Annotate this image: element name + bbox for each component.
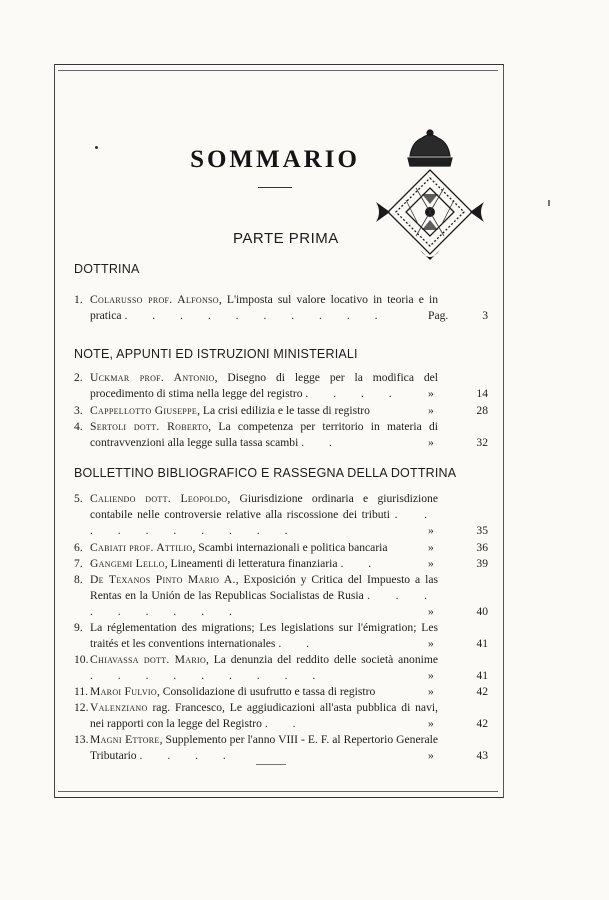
entry-number: 4.: [74, 420, 83, 433]
page-number: 14: [476, 387, 488, 400]
page-label: »: [428, 637, 434, 650]
page-number: 36: [476, 541, 488, 554]
toc-entry: [74, 540, 488, 556]
entry-author: Caliendo dott. Leopoldo: [90, 492, 228, 505]
entry-title: , La denunzia del reddito delle società anonime: [206, 653, 439, 666]
entry-number: 7.: [74, 557, 83, 570]
entry-author: Maroi Fulvio: [90, 685, 157, 698]
entry-number: 11.: [74, 685, 89, 698]
entry-title: , Disegno di legge per la modifica del procedimento di stima nella legge del registro: [90, 371, 439, 400]
toc-entry: 4. Sertoli dott. Roberto, La competenza per territorio in materia di contravvenzioni alla legge sulla tassa scambi . . » 32: [74, 420, 488, 449]
toc-entry: 1. Colarusso prof. Alfonso, L'imposta sul valore locativo in teoria e in pratica . . . . . . . . . . Pag. 3: [74, 293, 488, 322]
page-label: »: [428, 436, 434, 449]
entry-number: 12.: [74, 701, 89, 714]
page-label: »: [428, 557, 434, 570]
entry-title: , Giurisdizione ordinaria e giurisdizione contabile nelle controversie relative alla riscossione dei tributi: [90, 492, 438, 521]
part-title: PARTE PRIMA: [233, 230, 339, 247]
entry-number: 3.: [74, 404, 83, 417]
page-number: 42: [476, 717, 488, 730]
entry-number: 5.: [74, 492, 83, 505]
entry-title: La réglementation des migrations; Les legislations sur l'émigration; Les traités et les conventions internationales: [90, 621, 438, 650]
toc-entry: 7. Gangemi Lello, Lineamenti di letteratura finanziaria . . » 39: [74, 557, 488, 570]
page-label: »: [428, 524, 434, 537]
page-number: 28: [476, 404, 488, 417]
entry-author: Gangemi Lello: [90, 557, 165, 570]
entry-title: , Scambi internazionali e politica bancaria: [192, 541, 388, 554]
toc-entry: 5. Caliendo dott. Leopoldo, Giurisdizione ordinaria e giurisdizione contabile nelle controversie relative alla riscossione dei tributi . . . . . . . . . . » 35: [74, 492, 488, 537]
entry-number: 2.: [74, 371, 83, 384]
page-number: 32: [476, 436, 488, 449]
ink-speck: [548, 200, 550, 206]
page-number: 41: [476, 637, 488, 650]
section-heading: DOTTRINA: [74, 262, 140, 276]
toc-entry: 8. De Texanos Pinto Mario A., Exposición y Critica del Impuesto a las Rentas en la Unión de las Republicas Socialistas de Rusia . . . . . . . . . » 40: [74, 573, 488, 618]
page-label: »: [428, 605, 434, 618]
toc-entry: [74, 684, 488, 700]
page-number: 35: [476, 524, 488, 537]
page-number: 39: [476, 557, 488, 570]
entry-author: Cabiati prof. Attilio: [90, 541, 193, 554]
page-number: 40: [476, 605, 488, 618]
toc-entry: 12. Valenziano rag. Francesco, Le aggiudicazioni all'asta pubblica di navi, nei rapporti con la legge del Registro . . » 42: [74, 701, 488, 730]
page-title: SOMMARIO: [190, 146, 360, 173]
entry-number: 1.: [74, 293, 83, 306]
entry-title: , Consolidazione di usufrutto e tassa di registro: [156, 685, 376, 698]
entry-author: Magni Ettore: [90, 733, 160, 746]
page-label: »: [428, 669, 434, 682]
entry-author: Sertoli dott. Roberto: [90, 420, 209, 433]
toc-entry: 13. Magni Ettore, Supplemento per l'anno VIII - E. F. al Repertorio Generale Tributario . . . . » 43: [74, 733, 488, 762]
page-label: Pag.: [428, 309, 449, 322]
entry-title: , L'imposta sul valore locativo in teoria e in pratica: [90, 293, 438, 322]
page-number: 43: [476, 749, 488, 762]
entry-title: , La competenza per territorio in materia di contravvenzioni alla legge sulla tassa scambi: [90, 420, 438, 449]
entry-number: 8.: [74, 573, 83, 586]
entry-author: Chiavassa dott. Mario: [90, 653, 207, 666]
title-rule: [258, 187, 292, 188]
toc-entry: 2. Uckmar prof. Antonio, Disegno di legge per la modifica del procedimento di stima nella legge del registro . . . . » 14: [74, 371, 488, 400]
page-number: 42: [476, 685, 488, 698]
entry-author: Cappellotto Giuseppe: [90, 404, 198, 417]
entry-title: , Lineamenti di letteratura finanziaria: [164, 557, 338, 570]
entry-number: 10.: [74, 653, 89, 666]
page-label: »: [428, 685, 434, 698]
page-label: »: [428, 541, 434, 554]
entry-author: Colarusso prof. Alfonso: [90, 293, 219, 306]
page-label: »: [428, 387, 434, 400]
entry-title: rag. Francesco, Le aggiudicazioni all'asta pubblica di navi, nei rapporti con la legge del Registro: [90, 701, 438, 730]
toc-entry: [74, 403, 488, 419]
page-label: »: [428, 749, 434, 762]
entry-number: 13.: [74, 733, 89, 746]
page-number: 41: [476, 669, 488, 682]
section-heading: BOLLETTINO BIBLIOGRAFICO E RASSEGNA DELLA DOTTRINA: [74, 466, 457, 480]
page-label: »: [428, 717, 434, 730]
entry-number: 6.: [74, 541, 83, 554]
entry-author: Uckmar prof. Antonio: [90, 371, 215, 384]
entry-author: De Texanos Pinto Mario A.: [90, 573, 236, 586]
crowned-cross-emblem-icon: [376, 128, 484, 264]
entry-author: Valenziano: [90, 701, 148, 714]
ink-speck: [95, 146, 98, 149]
page-number: 3: [482, 309, 488, 322]
entry-title: , Exposición y Critica del Impuesto a las Rentas en la Unión de las Republicas Socialistas de Rusia: [90, 573, 438, 602]
entry-title: , La crisi edilizia e le tasse di registro: [197, 404, 370, 417]
toc-entry: 10. Chiavassa dott. Mario, La denunzia del reddito delle società anonime . . . . . . . . . » 41: [74, 653, 488, 682]
toc-entry: 9. La réglementation des migrations; Les legislations sur l'émigration; Les traités et les conventions internationales . . » 41: [74, 621, 488, 650]
entry-title: , Supplemento per l'anno VIII - E. F. al Repertorio Generale Tributario: [90, 733, 438, 762]
entry-number: 9.: [74, 621, 83, 634]
end-ornament: [256, 764, 286, 765]
page-label: »: [428, 404, 434, 417]
section-heading: NOTE, APPUNTI ED ISTRUZIONI MINISTERIALI: [74, 347, 358, 361]
